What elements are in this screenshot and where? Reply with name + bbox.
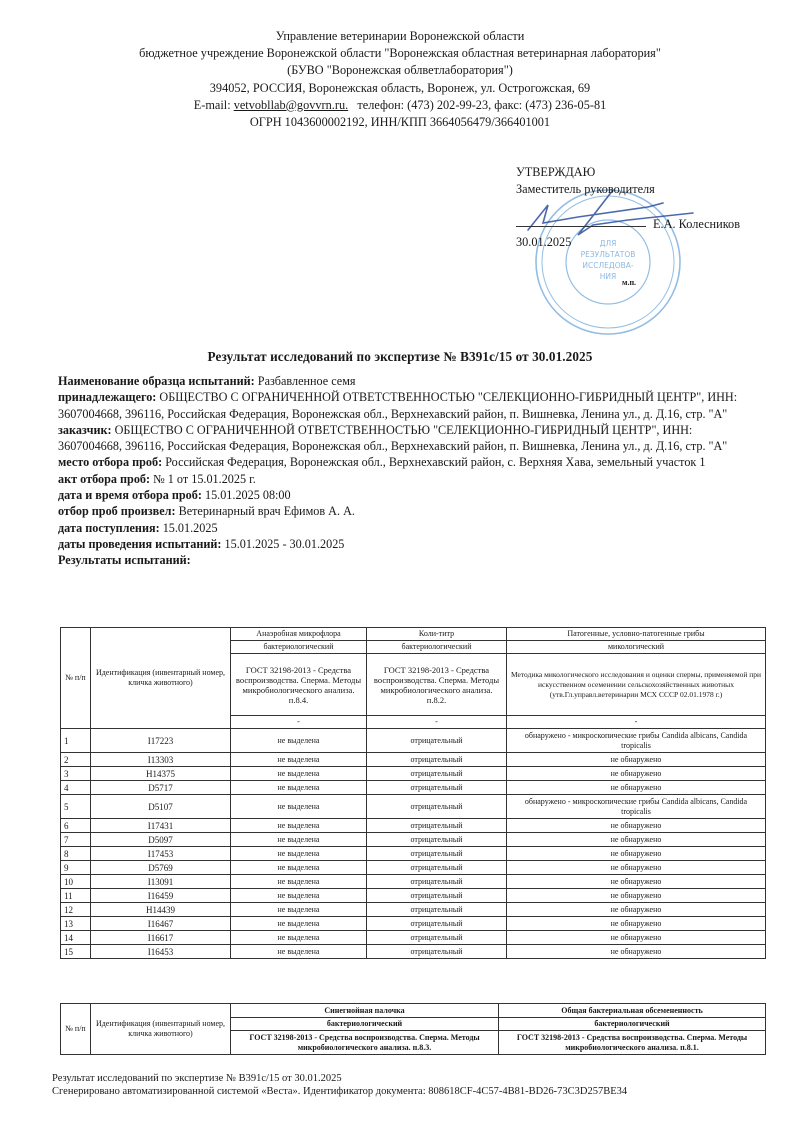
animal-id: I17453 [91, 847, 231, 861]
fungi-result: не обнаружено [507, 903, 766, 917]
stamp-text-3: НИЯ [599, 272, 617, 281]
email-label: E-mail: [193, 97, 231, 112]
coli-result: отрицательный [367, 875, 507, 889]
row-number: 12 [61, 903, 91, 917]
footer-generated: Сгенерировано автоматизированной системой «Веста». Идентификатор документа: 808618CF-4C57-4B81-BD26-73C3D257BE34 [52, 1086, 628, 1097]
info-field-value: Российская Федерация, Воронежская обл., Верхнехавский район, с. Верхняя Хава, земельный участок 1 [162, 455, 706, 470]
results-table-1 [60, 627, 766, 959]
table-row [61, 847, 766, 861]
anaerob-result: не выделена [231, 889, 367, 903]
coli-result: отрицательный [367, 847, 507, 861]
stamp-text-0: ДЛЯ [599, 239, 617, 248]
coli-result: отрицательный [367, 903, 507, 917]
anaerob-result: не выделена [231, 833, 367, 847]
fungi-result: не обнаружено [507, 847, 766, 861]
row-number: 5 [61, 795, 91, 819]
animal-id: I13303 [91, 753, 231, 767]
animal-id: H14375 [91, 767, 231, 781]
fungi-result: не обнаружено [507, 833, 766, 847]
fungi-result: не обнаружено [507, 861, 766, 875]
header-institution: бюджетное учреждение Воронежской области "Воронежская областная ветеринарная лаборатория" [139, 46, 661, 61]
official-stamp-icon [518, 180, 698, 340]
fungi-result: не обнаружено [507, 945, 766, 959]
anaerob-result: не выделена [231, 903, 367, 917]
table-row [61, 931, 766, 945]
stamp-text-1: РЕЗУЛЬТАТОВ [580, 250, 636, 259]
info-field-value: 15.01.2025 [159, 520, 218, 535]
table-row [61, 889, 766, 903]
animal-id: D5769 [91, 861, 231, 875]
animal-id: I17223 [91, 729, 231, 753]
group-name-total-bacteria: Общая бактериальная обсемененность [499, 1004, 766, 1018]
info-field [58, 552, 758, 568]
info-field-label: даты проведения испытаний: [58, 536, 222, 551]
coli-result: отрицательный [367, 781, 507, 795]
animal-id: I16467 [91, 917, 231, 931]
info-field [58, 373, 758, 389]
standard-pseudomonas: ГОСТ 32198-2013 - Средства воспроизводства. Сперма. Методы микробиологического анализа. п.8.3. [231, 1031, 499, 1055]
results-table-2 [60, 1003, 766, 1055]
seal-place-label: м.п. [622, 278, 637, 287]
table-row [61, 903, 766, 917]
group-name-fungi: Патогенные, условно-патогенные грибы [507, 628, 766, 641]
coli-result: отрицательный [367, 819, 507, 833]
row-number: 8 [61, 847, 91, 861]
anaerob-result: не выделена [231, 847, 367, 861]
row-number: 15 [61, 945, 91, 959]
row-number: 14 [61, 931, 91, 945]
standard-total-bacteria: ГОСТ 32198-2013 - Средства воспроизводства. Сперма. Методы микробиологического анализа. п.8.1. [499, 1031, 766, 1055]
info-field-value: 15.01.2025 08:00 [201, 488, 291, 503]
fungi-result: не обнаружено [507, 753, 766, 767]
table-row [61, 833, 766, 847]
email-link[interactable]: vetvobllab@govvrn.ru. [233, 97, 349, 112]
info-field-label: Наименование образца испытаний: [58, 374, 255, 388]
group-name-pseudomonas: Синегнойная палочка [231, 1004, 499, 1018]
header-registration: ОГРН 1043600002192, ИНН/КПП 3664056479/366401001 [249, 115, 551, 130]
header-contacts [0, 97, 800, 114]
fungi-result: не обнаружено [507, 917, 766, 931]
fungi-result: обнаружено - микроскопические грибы Candida albicans, Candida tropicalis [507, 795, 766, 819]
info-field-label: отбор проб произвел: [58, 504, 176, 519]
anaerob-result: не выделена [231, 753, 367, 767]
fungi-result: не обнаружено [507, 889, 766, 903]
animal-id: I13091 [91, 875, 231, 889]
info-field-label: дата и время отбора проб: [58, 488, 202, 503]
animal-id: D5097 [91, 833, 231, 847]
table-row [61, 875, 766, 889]
info-field-value: ОБЩЕСТВО С ОГРАНИЧЕННОЙ ОТВЕТСТВЕННОСТЬЮ "СЕЛЕКЦИОННО-ГИБРИДНЫЙ ЦЕНТР", ИНН: 3607004668, 396116, Российская Федерация, Воронежская обл., Верхнехавский район, п. Вишневка, Ленина ул., д. Д.16, стр. "А" [58, 390, 738, 421]
lab-header [0, 28, 800, 131]
fungi-result: не обнаружено [507, 819, 766, 833]
animal-id: H14439 [91, 903, 231, 917]
coli-result: отрицательный [367, 833, 507, 847]
fungi-result: не обнаружено [507, 875, 766, 889]
coli-result: отрицательный [367, 889, 507, 903]
info-field [58, 454, 758, 470]
info-field-label: дата поступления: [58, 520, 160, 535]
approver-position: Заместитель руководителя [516, 182, 655, 196]
col-number-header: № п/п [61, 628, 91, 729]
table-row [61, 917, 766, 931]
anaerob-result: не выделена [231, 861, 367, 875]
info-field-value: ОБЩЕСТВО С ОГРАНИЧЕННОЙ ОТВЕТСТВЕННОСТЬЮ "СЕЛЕКЦИОННО-ГИБРИДНЫЙ ЦЕНТР", ИНН: 3607004668, 396116, Российская Федерация, Воронежская обл., Верхнехавский район, п. Вишневка, Ленина ул., д. Д.16, стр. "А" [58, 422, 728, 454]
info-field-value: 15.01.2025 - 30.01.2025 [221, 536, 345, 551]
row-number: 6 [61, 819, 91, 833]
info-field-label: заказчик: [58, 422, 112, 437]
norm-coli: - [367, 716, 507, 729]
approval-date: 30.01.2025 [516, 235, 572, 249]
info-field-label: Результаты испытаний: [58, 553, 191, 568]
coli-result: отрицательный [367, 767, 507, 781]
col-id-header-2: Идентификация (инвентарный номер, кличка животного) [91, 1004, 231, 1055]
row-number: 7 [61, 833, 91, 847]
anaerob-result: не выделена [231, 781, 367, 795]
info-field-value: № 1 от 15.01.2025 г. [150, 471, 256, 486]
table-row [61, 767, 766, 781]
table-row [61, 729, 766, 753]
fungi-result: не обнаружено [507, 781, 766, 795]
anaerob-result: не выделена [231, 931, 367, 945]
col-number-header-2: № п/п [61, 1004, 91, 1055]
table-row [61, 781, 766, 795]
row-number: 11 [61, 889, 91, 903]
anaerob-result: не выделена [231, 945, 367, 959]
fungi-result: не обнаружено [507, 931, 766, 945]
anaerob-result: не выделена [231, 795, 367, 819]
row-number: 1 [61, 729, 91, 753]
info-field-value: Разбавленное семя [254, 374, 356, 388]
table-row [61, 795, 766, 819]
stamp-text-2: ИССЛЕДОВА- [582, 261, 634, 270]
norm-fungi: - [507, 716, 766, 729]
fungi-result: не обнаружено [507, 767, 766, 781]
info-field [58, 503, 758, 519]
phone-fax: телефон: (473) 202-99-23, факс: (473) 236-05-81 [357, 97, 607, 112]
method-total-bacteria: бактериологический [499, 1018, 766, 1031]
standard-coli: ГОСТ 32198-2013 - Средства воспроизводства. Сперма. Методы микробиологического анализа. п.8.2. [367, 654, 507, 716]
document-title: Результат исследований по экспертизе № В391с/15 от 30.01.2025 [207, 349, 593, 364]
approve-heading: УТВЕРЖДАЮ [516, 165, 596, 179]
fungi-result: обнаружено - микроскопические грибы Candida albicans, Candida tropicalis [507, 729, 766, 753]
method-fungi: микологический [507, 641, 766, 654]
coli-result: отрицательный [367, 931, 507, 945]
sample-info [58, 373, 758, 569]
info-field-label: место отбора проб: [58, 455, 163, 470]
table-row [61, 945, 766, 959]
col-id-header: Идентификация (инвентарный номер, кличка животного) [91, 628, 231, 729]
row-number: 4 [61, 781, 91, 795]
animal-id: D5717 [91, 781, 231, 795]
norm-anaerob: - [231, 716, 367, 729]
group-name-coli: Коли-титр [367, 628, 507, 641]
table-row [61, 819, 766, 833]
row-number: 13 [61, 917, 91, 931]
animal-id: I16459 [91, 889, 231, 903]
row-number: 2 [61, 753, 91, 767]
table-row [61, 861, 766, 875]
footer-reference: Результат исследований по экспертизе № В391с/15 от 30.01.2025 [52, 1073, 342, 1084]
header-short-name: (БУВО "Воронежская облветлаборатория") [287, 63, 513, 78]
info-field-label: принадлежащего: [58, 390, 157, 405]
anaerob-result: не выделена [231, 917, 367, 931]
coli-result: отрицательный [367, 945, 507, 959]
row-number: 9 [61, 861, 91, 875]
anaerob-result: не выделена [231, 875, 367, 889]
method-anaerob: бактериологический [231, 641, 367, 654]
coli-result: отрицательный [367, 861, 507, 875]
coli-result: отрицательный [367, 729, 507, 753]
animal-id: I16617 [91, 931, 231, 945]
info-field [58, 487, 758, 503]
info-field [58, 520, 758, 536]
info-field [58, 536, 758, 552]
approver-name: Е.А. Колесников [653, 217, 741, 231]
document-footer [52, 1072, 627, 1098]
anaerob-result: не выделена [231, 819, 367, 833]
row-number: 3 [61, 767, 91, 781]
table-row [61, 753, 766, 767]
info-field [58, 422, 758, 455]
row-number: 10 [61, 875, 91, 889]
animal-id: I16453 [91, 945, 231, 959]
header-authority: Управление ветеринарии Воронежской области [275, 29, 525, 43]
signature-line [516, 226, 646, 227]
info-field [58, 471, 758, 487]
coli-result: отрицательный [367, 917, 507, 931]
coli-result: отрицательный [367, 753, 507, 767]
animal-id: I17431 [91, 819, 231, 833]
anaerob-result: не выделена [231, 767, 367, 781]
info-field-label: акт отбора проб: [58, 471, 151, 486]
standard-fungi: Методика микологического исследования и оценки спермы, применяемой при искусственном осеменении сельскохозяйственных животных (утв.Гл.управл.ветеринарии МСХ СССР 02.01.1978 г.) [507, 654, 766, 716]
header-address: 394052, РОССИЯ, Воронежская область, Воронеж, ул. Острогожская, 69 [209, 80, 591, 95]
info-field [58, 389, 758, 422]
coli-result: отрицательный [367, 795, 507, 819]
method-pseudomonas: бактериологический [231, 1018, 499, 1031]
anaerob-result: не выделена [231, 729, 367, 753]
method-coli: бактериологический [367, 641, 507, 654]
info-field-value: Ветеринарный врач Ефимов А. А. [175, 504, 355, 519]
animal-id: D5107 [91, 795, 231, 819]
group-name-anaerob: Анаэробная микрофлора [231, 628, 367, 641]
standard-anaerob: ГОСТ 32198-2013 - Средства воспроизводства. Сперма. Методы микробиологического анализа. п.8.4. [231, 654, 367, 716]
